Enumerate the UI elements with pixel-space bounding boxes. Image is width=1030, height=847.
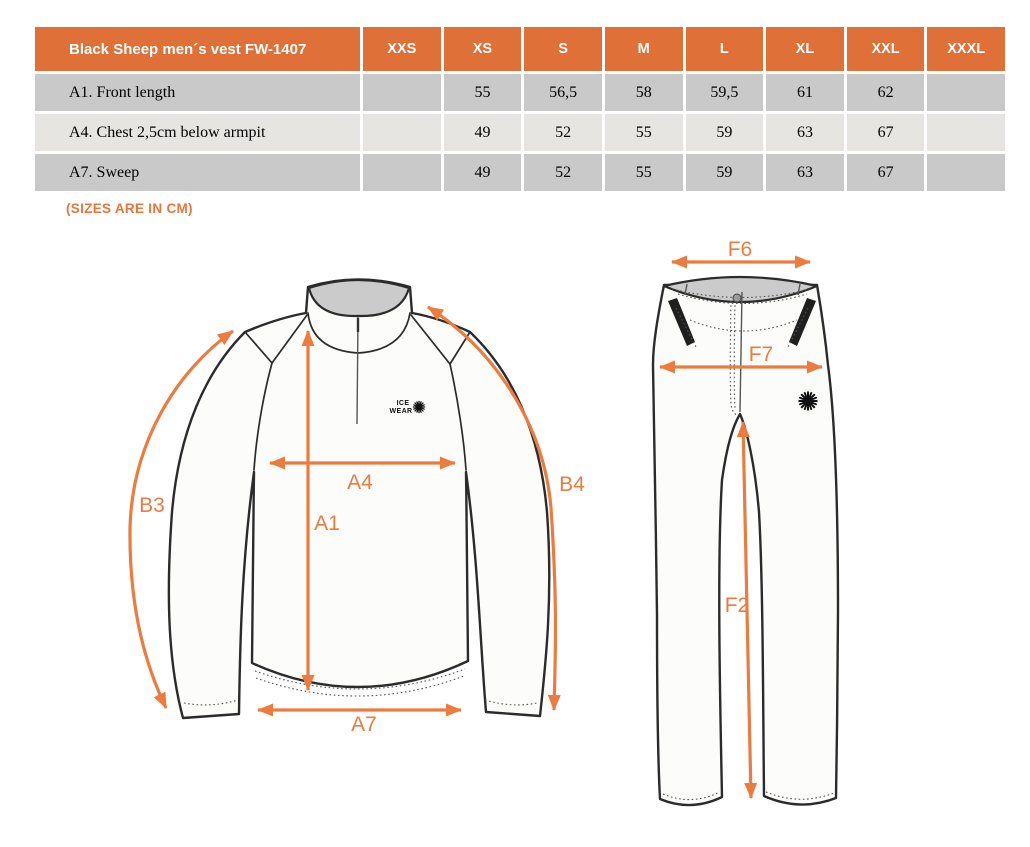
measure-label-f2: F2 bbox=[724, 594, 750, 617]
size-value: 55 bbox=[605, 154, 683, 191]
column-header-m: M bbox=[605, 27, 683, 71]
pants-button bbox=[733, 294, 741, 302]
shirt-drawing bbox=[130, 280, 585, 737]
snowflake-icon bbox=[799, 392, 817, 410]
measure-label-f6: F6 bbox=[727, 238, 753, 261]
size-value: 55 bbox=[444, 74, 522, 111]
column-header-xxxl: XXXL bbox=[927, 27, 1005, 71]
measure-label-b3: B3 bbox=[139, 494, 165, 517]
size-value: 55 bbox=[605, 114, 683, 151]
size-value: 59,5 bbox=[686, 74, 764, 111]
column-header-xl: XL bbox=[766, 27, 844, 71]
size-value: 52 bbox=[524, 114, 602, 151]
row-label: A7. Sweep bbox=[35, 154, 360, 191]
logo-text-line2: WEAR bbox=[389, 408, 413, 415]
units-note: (SIZES ARE IN CM) bbox=[66, 201, 193, 216]
size-value: 67 bbox=[847, 114, 925, 151]
measure-label-f7: F7 bbox=[748, 343, 774, 366]
shirt-zipper-line bbox=[357, 317, 358, 424]
shirt-silhouette bbox=[169, 280, 549, 719]
size-value: 49 bbox=[444, 114, 522, 151]
column-header-xs: XS bbox=[444, 27, 522, 71]
snowflake-icon bbox=[413, 401, 424, 412]
measure-label-a1: A1 bbox=[314, 512, 340, 535]
column-header-xxl: XXL bbox=[847, 27, 925, 71]
size-value: 63 bbox=[766, 154, 844, 191]
size-value: 67 bbox=[847, 154, 925, 191]
size-value: 52 bbox=[524, 154, 602, 191]
measure-label-a7: A7 bbox=[351, 713, 377, 736]
measure-label-a4: A4 bbox=[347, 471, 373, 494]
row-label: A4. Chest 2,5cm below armpit bbox=[35, 114, 360, 151]
size-value: 61 bbox=[766, 74, 844, 111]
measure-label-b4: B4 bbox=[559, 473, 585, 496]
logo-text-line1: ICE bbox=[396, 400, 410, 407]
row-label: A1. Front length bbox=[35, 74, 360, 111]
size-value: 59 bbox=[686, 114, 764, 151]
column-header-l: L bbox=[686, 27, 764, 71]
size-value: 56,5 bbox=[524, 74, 602, 111]
pants-drawing bbox=[653, 238, 838, 805]
size-value: 59 bbox=[686, 154, 764, 191]
size-value: 58 bbox=[605, 74, 683, 111]
size-value: 63 bbox=[766, 114, 844, 151]
column-header-s: S bbox=[524, 27, 602, 71]
column-header-xxs: XXS bbox=[363, 27, 441, 71]
table-title: Black Sheep men´s vest FW-1407 bbox=[35, 27, 360, 71]
size-value: 49 bbox=[444, 154, 522, 191]
size-value: 62 bbox=[847, 74, 925, 111]
